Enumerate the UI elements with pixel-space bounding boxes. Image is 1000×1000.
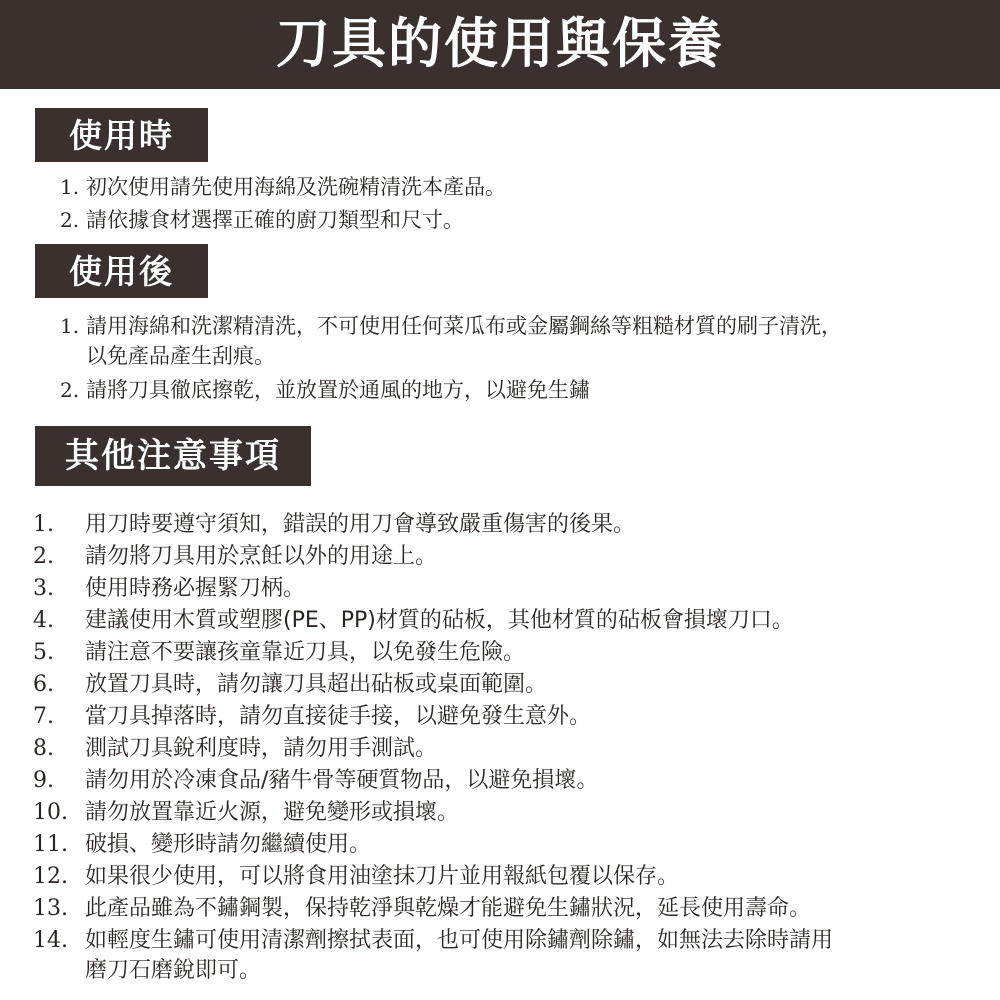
item-text-line-1: 請用海綿和洗潔精清洗，不可使用任何菜瓜布或金屬鋼絲等粗糙材質的刷子清洗， [86, 314, 842, 338]
item-text: 此產品雖為不鏽鋼製，保持乾淨與乾燥才能避免生鏽狀況，延長使用壽命。 [85, 896, 812, 921]
item-text: 請依據食材選擇正確的廚刀類型和尺寸。 [86, 208, 464, 232]
page-header [0, 0, 1000, 89]
section-heading-after-use: 使用後 [35, 244, 208, 298]
item-text: 如果很少使用，可以將食用油塗抹刀片並用報紙包覆以保存。 [85, 864, 680, 889]
item-number: 14. [33, 928, 68, 953]
item-text: 建議使用木質或塑膠(PE、PP)材質的砧板，其他材質的砧板會損壞刀口。 [85, 608, 794, 633]
item-text-line-2: 磨刀石磨銳即可。 [85, 958, 262, 983]
item-text [86, 311, 842, 371]
item-number: 11. [33, 832, 68, 857]
item-number: 2. [60, 378, 80, 402]
item-number: 9. [33, 768, 54, 793]
item-text: 當刀具掉落時，請勿直接徒手接，以避免發生意外。 [85, 704, 592, 729]
item-text: 測試刀具銳利度時，請勿用手測試。 [85, 736, 438, 761]
item-text-line-2: 以免產品產生刮痕。 [86, 344, 275, 368]
item-text: 請勿將刀具用於烹飪以外的用途上。 [85, 544, 438, 569]
item-text: 請勿用於冷凍食品/豬牛骨等硬質物品，以避免損壞。 [85, 768, 599, 793]
item-text: 破損、變形時請勿繼續使用。 [85, 832, 372, 857]
item-number: 1. [33, 512, 54, 537]
section-heading-other-notes: 其他注意事項 [35, 426, 311, 486]
item-text: 用刀時要遵守須知，錯誤的用刀會導致嚴重傷害的後果。 [85, 512, 636, 537]
item-text: 請勿放置靠近火源，避免變形或損壞。 [85, 800, 460, 825]
item-number: 6. [33, 672, 54, 697]
page-title: 刀具的使用與保養 [276, 10, 724, 75]
section-heading-during-use: 使用時 [35, 108, 208, 162]
item-number: 13. [33, 896, 68, 921]
item-number: 2. [60, 208, 80, 232]
item-number: 4. [33, 608, 54, 633]
item-number: 12. [33, 864, 68, 889]
item-number: 1. [60, 314, 80, 338]
item-text: 請將刀具徹底擦乾，並放置於通風的地方，以避免生鏽 [86, 378, 590, 402]
item-number: 8. [33, 736, 54, 761]
item-text: 放置刀具時，請勿讓刀具超出砧板或桌面範圍。 [85, 672, 548, 697]
item-number: 5. [33, 640, 54, 665]
item-number: 2. [33, 544, 54, 569]
item-text [85, 926, 833, 986]
item-number: 1. [60, 175, 80, 199]
item-number: 3. [33, 576, 54, 601]
item-text: 初次使用請先使用海綿及洗碗精清洗本產品。 [86, 175, 506, 199]
item-number: 10. [33, 800, 68, 825]
item-text: 請注意不要讓孩童靠近刀具，以免發生危險。 [85, 640, 526, 665]
item-text: 使用時務必握緊刀柄。 [85, 576, 306, 601]
item-number: 7. [33, 704, 54, 729]
item-text-line-1: 如輕度生鏽可使用清潔劑擦拭表面，也可使用除鏽劑除鏽，如無法去除時請用 [85, 928, 834, 953]
